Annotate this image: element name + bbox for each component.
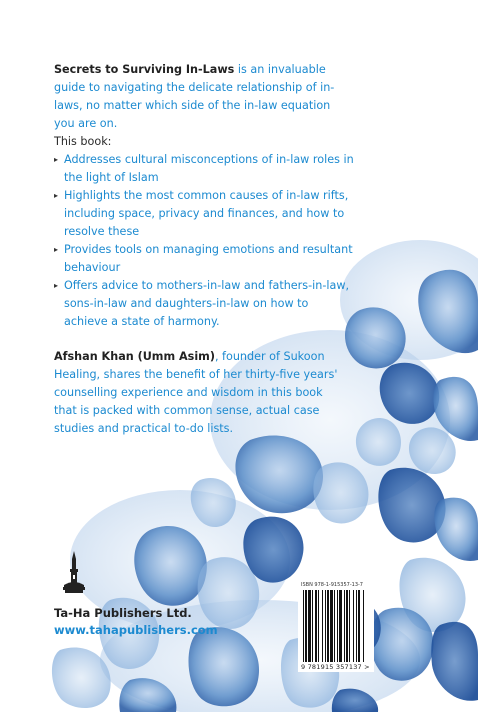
author-name: Afshan Khan (Umm Asim)	[54, 350, 215, 363]
author-block	[54, 348, 346, 438]
feature-item: ▸ Addresses cultural misconceptions of in-law roles in the light of Islam	[54, 151, 354, 187]
publisher-name: Ta-Ha Publishers Ltd.	[54, 606, 192, 620]
feature-list	[54, 151, 354, 331]
this-book-label: This book:	[54, 135, 112, 148]
feature-item: ▸ Provides tools on managing emotions and resultant behaviour	[54, 241, 354, 277]
publisher-url: www.tahapublishers.com	[54, 623, 218, 637]
feature-item: ▸ Offers advice to mothers-in-law and fathers-in-law, sons-in-law and daughters-in-law on how to achieve a state of harmony.	[54, 277, 354, 331]
publisher-logo-icon	[63, 551, 85, 595]
barcode-icon	[303, 590, 373, 662]
intro-paragraph	[54, 61, 354, 133]
intro-text: is an invaluable guide to navigating the delicate relationship of in-laws, no matter which side of the in-law equation you are on.	[54, 63, 335, 130]
author-paragraph	[54, 348, 346, 438]
author-bio: , founder of Sukoon Healing, shares the benefit of her thirty-five years' counselling experience and wisdom in this book that is packed with common sense, actual case studies and practical to-do lists.	[54, 350, 338, 435]
isbn-number: 9 781915 357137 >	[301, 663, 370, 671]
intro-block	[54, 61, 354, 331]
book-title: Secrets to Surviving In-Laws	[54, 63, 235, 76]
isbn-label: ISBN 978-1-915357-13-7	[301, 582, 363, 588]
feature-item: ▸ Highlights the most common causes of in-law rifts, including space, privacy and finances, and how to resolve these	[54, 187, 354, 241]
publisher-block	[54, 605, 218, 639]
